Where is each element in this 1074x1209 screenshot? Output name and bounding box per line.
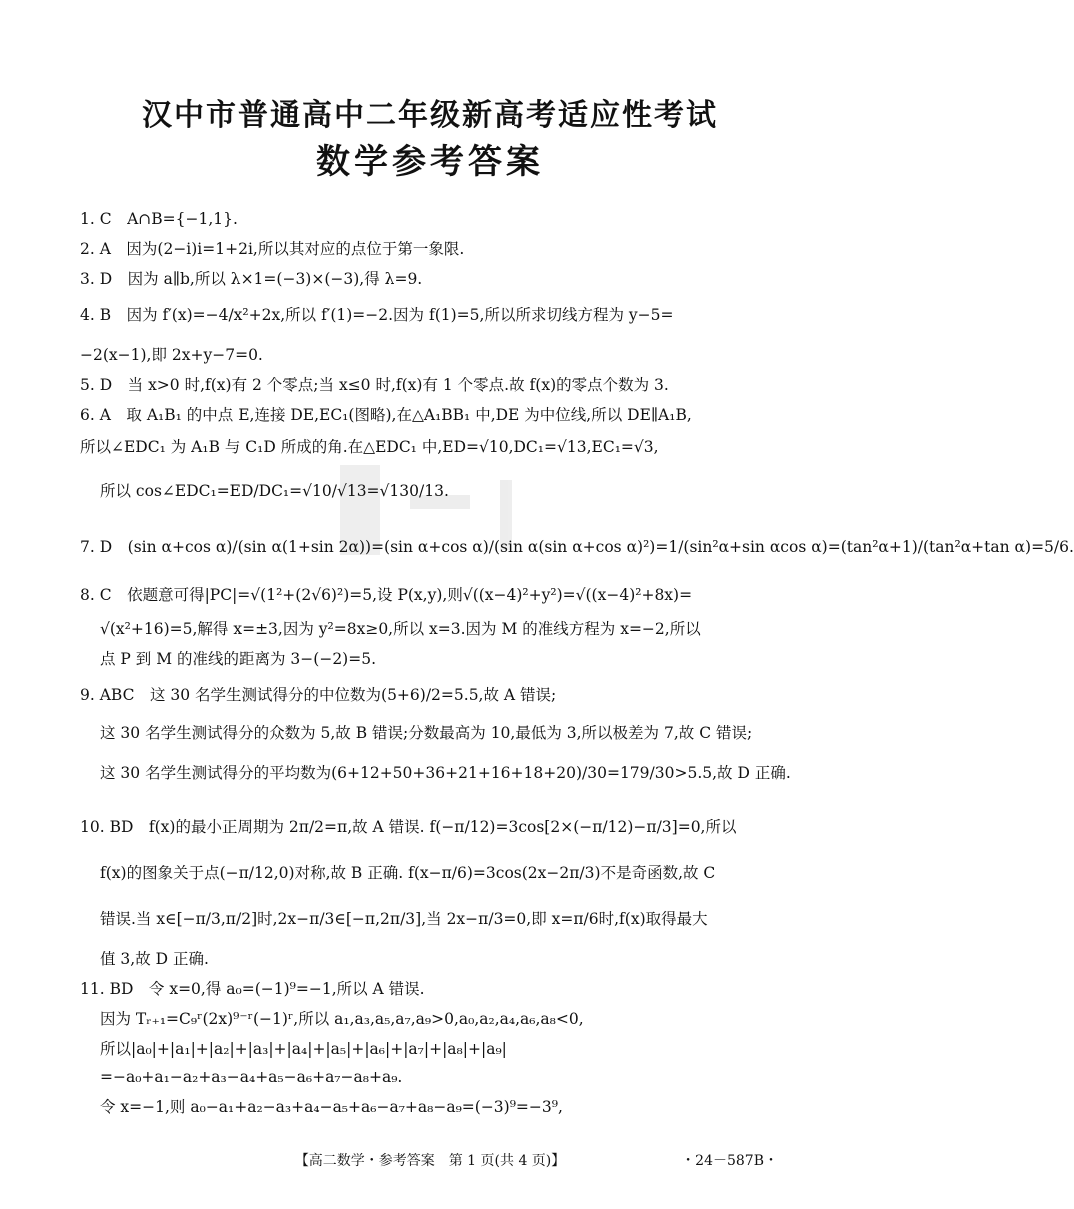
answer-line: 所以|a₀|+|a₁|+|a₂|+|a₃|+|a₄|+|a₅|+|a₆|+|a₇|+|a₈|+|a₉| [100,1040,507,1058]
answer-line: 1. C A∩B={−1,1}. [80,210,238,228]
footer-code: ・24－587B・ [681,1153,778,1169]
answer-line: 值 3,故 D 正确. [100,950,209,968]
answer-line: =−a₀+a₁−a₂+a₃−a₄+a₅−a₆+a₇−a₈+a₉. [100,1068,403,1086]
answer-title: 数学参考答案 [316,142,544,182]
answer-line: 6. A 取 A₁B₁ 的中点 E,连接 DE,EC₁(图略),在△A₁BB₁ 中,DE 为中位线,所以 DE∥A₁B, [80,406,692,424]
answer-line: 所以 cos∠EDC₁=ED/DC₁=√10/√13=√130/13. [100,482,449,500]
answer-line: 所以∠EDC₁ 为 A₁B 与 C₁D 所成的角.在△EDC₁ 中,ED=√10,DC₁=√13,EC₁=√3, [80,438,659,456]
answer-line: 11. BD 令 x=0,得 a₀=(−1)⁹=−1,所以 A 错误. [80,980,425,998]
answer-line: 错误.当 x∈[−π/3,π/2]时,2x−π/3∈[−π,2π/3],当 2x−π/3=0,即 x=π/6时,f(x)取得最大 [100,910,708,928]
answer-line: 8. C 依题意可得|PC|=√(1²+(2√6)²)=5,设 P(x,y),则√((x−4)²+y²)=√((x−4)²+8x)= [80,586,693,604]
answer-line: −2(x−1),即 2x+y−7=0. [80,346,263,364]
answer-line: 3. D 因为 a∥b,所以 λ×1=(−3)×(−3),得 λ=9. [80,270,423,288]
exam-title: 汉中市普通高中二年级新高考适应性考试 [142,98,718,133]
answer-line: 点 P 到 M 的准线的距离为 3−(−2)=5. [100,650,377,668]
answer-line: 令 x=−1,则 a₀−a₁+a₂−a₃+a₄−a₅+a₆−a₇+a₈−a₉=(−3)⁹=−3⁹, [100,1098,563,1116]
answer-line: 5. D 当 x>0 时,f(x)有 2 个零点;当 x≤0 时,f(x)有 1 个零点.故 f(x)的零点个数为 3. [80,376,669,394]
answer-line: 这 30 名学生测试得分的众数为 5,故 B 错误;分数最高为 10,最低为 3,所以极差为 7,故 C 错误; [100,724,753,742]
answer-line: 7. D (sin α+cos α)/(sin α(1+sin 2α))=(sin α+cos α)/(sin α(sin α+cos α)²)=1/(sin²α+sin αcos α)=(tan²α+1)/(tan²α+tan α)=5/6. [80,538,1074,556]
answer-line: 9. ABC 这 30 名学生测试得分的中位数为(5+6)/2=5.5,故 A 错误; [80,686,557,704]
answer-line: 10. BD f(x)的最小正周期为 2π/2=π,故 A 错误. f(−π/12)=3cos[2×(−π/12)−π/3]=0,所以 [80,818,737,836]
answer-line: 因为 Tᵣ₊₁=C₉ʳ(2x)⁹⁻ʳ(−1)ʳ,所以 a₁,a₃,a₅,a₇,a₉>0,a₀,a₂,a₄,a₆,a₈<0, [100,1010,584,1028]
footer-page-info: 【高二数学・参考答案 第 1 页(共 4 页)】 [294,1153,566,1169]
answer-line: 4. B 因为 f′(x)=−4/x²+2x,所以 f′(1)=−2.因为 f(1)=5,所以所求切线方程为 y−5= [80,306,674,324]
answer-line: 2. A 因为(2−i)i=1+2i,所以其对应的点位于第一象限. [80,240,465,258]
answer-line: 这 30 名学生测试得分的平均数为(6+12+50+36+21+16+18+20)/30=179/30>5.5,故 D 正确. [100,764,791,782]
answer-line: √(x²+16)=5,解得 x=±3,因为 y²=8x≥0,所以 x=3.因为 M 的准线方程为 x=−2,所以 [100,620,701,638]
answer-line: f(x)的图象关于点(−π/12,0)对称,故 B 正确. f(x−π/6)=3cos(2x−2π/3)不是奇函数,故 C [100,864,716,882]
